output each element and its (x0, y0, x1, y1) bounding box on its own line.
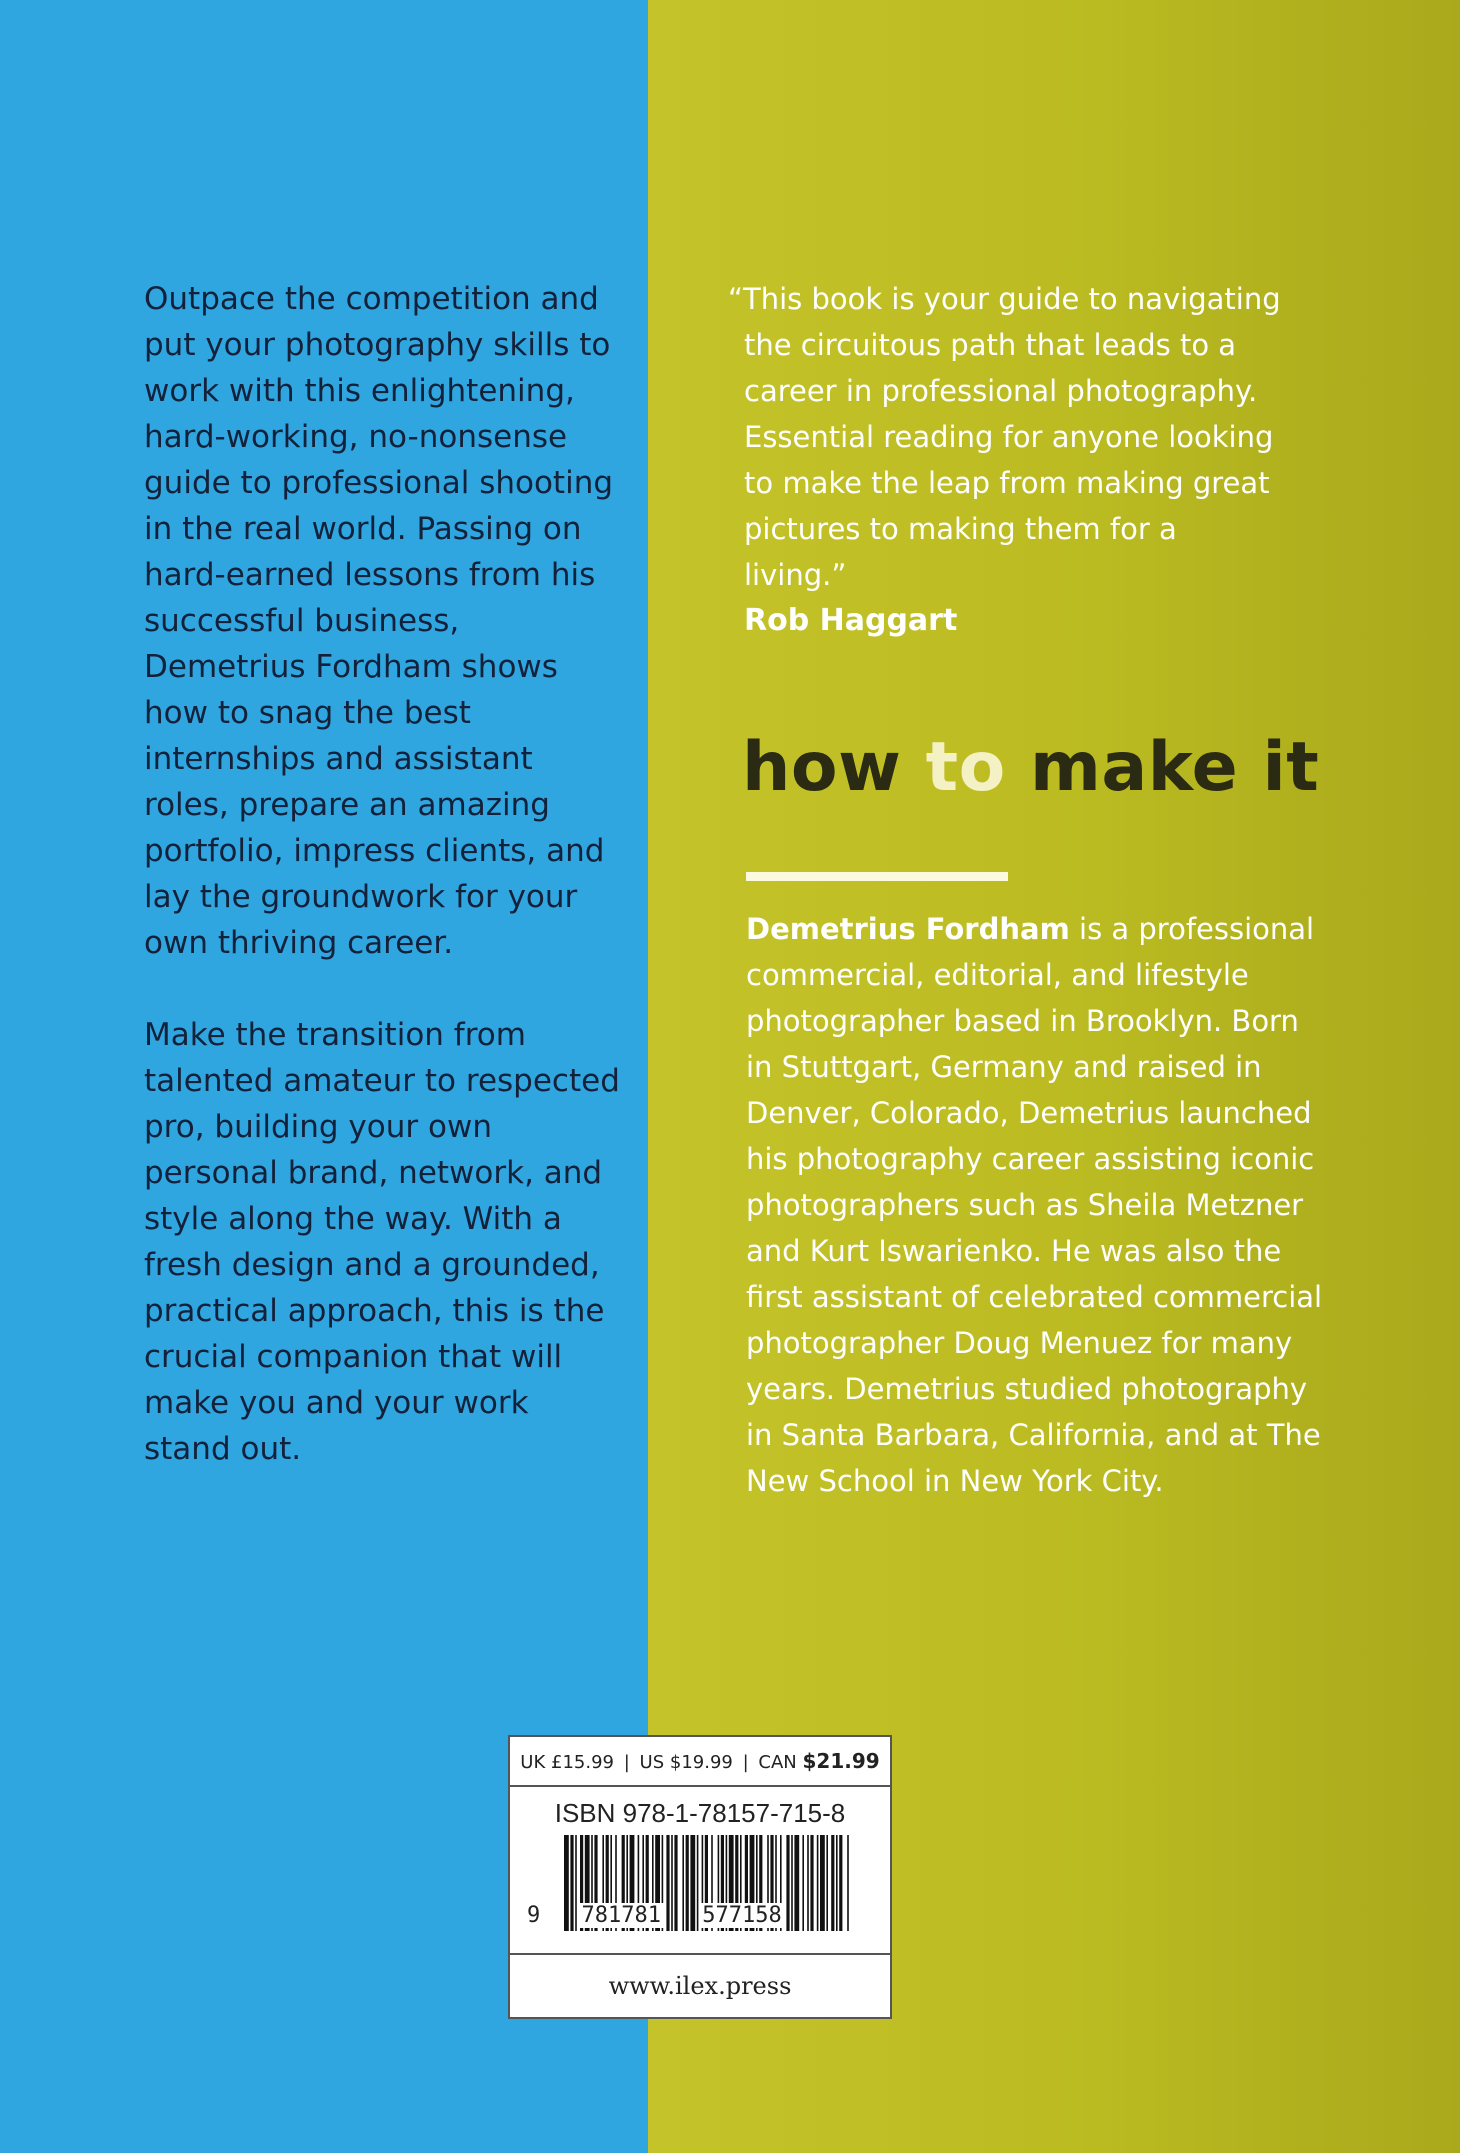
price-us-label: US (639, 1752, 665, 1773)
barcode-digit-group-1: 781781 (579, 1903, 664, 1928)
price-barcode-box (508, 1735, 892, 2019)
author-name: Demetrius Fordham (746, 912, 1070, 946)
endorsement-quote (728, 276, 1288, 644)
price-can-label: CAN (758, 1752, 797, 1773)
title-highlight: to (925, 728, 1006, 807)
price-separator: | (623, 1752, 630, 1773)
price-us-value: $19.99 (669, 1752, 733, 1773)
back-cover-blurb (144, 276, 624, 1472)
barcode-first-digit: 9 (524, 1903, 543, 1928)
series-title (742, 728, 1319, 808)
title-part-2: make it (1005, 728, 1320, 807)
quote-text: “This book is your guide to navigating the circuitous path that leads to a career in professional photography. Essential reading for anyone looking to make the leap from making great pictures to making them for a living.” (728, 282, 1281, 592)
barcode-digit-group-2: 577158 (699, 1903, 784, 1928)
publisher-website: www.ilex.press (510, 1953, 890, 2017)
title-part-1: how (742, 728, 926, 807)
author-bio (746, 906, 1326, 1504)
divider-rule (746, 872, 1008, 881)
isbn-number: ISBN 978-1-78157-715-8 (554, 1798, 846, 1828)
price-uk-value: £15.99 (551, 1752, 614, 1773)
blurb-paragraph-2: Make the transition from talented amateur to respected pro, building your own personal brand, network, and style along the way. With a fresh design and a grounded, practical approach, this is the crucial companion that will make you and your work stand out. (144, 1017, 620, 1467)
price-row (510, 1737, 890, 1787)
barcode-area (510, 1835, 890, 1931)
price-uk-label: UK (520, 1752, 546, 1773)
author-bio-text: is a professional commercial, editorial, and lifestyle photographer based in Brooklyn. Born in Stuttgart, Germany and raised in Denver, Colorado, Demetrius launched his photography career assisting iconic photographers such as Sheila Metzner and Kurt Iswarienko. He was also the first assistant of celebrated commercial photographer Doug Menuez for many years. Demetrius studied photography in Santa Barbara, California, and at The New School in New York City. (746, 912, 1323, 1498)
price-separator: | (742, 1752, 749, 1773)
barcode-digits (524, 1903, 874, 1928)
quote-author: Rob Haggart (744, 603, 958, 638)
blurb-paragraph-1: Outpace the competition and put your photography skills to work with this enlightening, hard-working, no-nonsense guide to professional shooting in the real world. Passing on hard-earned lessons from his successful business, Demetrius Fordham shows how to snag the best internships and assistant roles, prepare an amazing portfolio, impress clients, and lay the groundwork for your own thriving career. (144, 281, 614, 961)
price-can-value: $21.99 (802, 1749, 880, 1773)
